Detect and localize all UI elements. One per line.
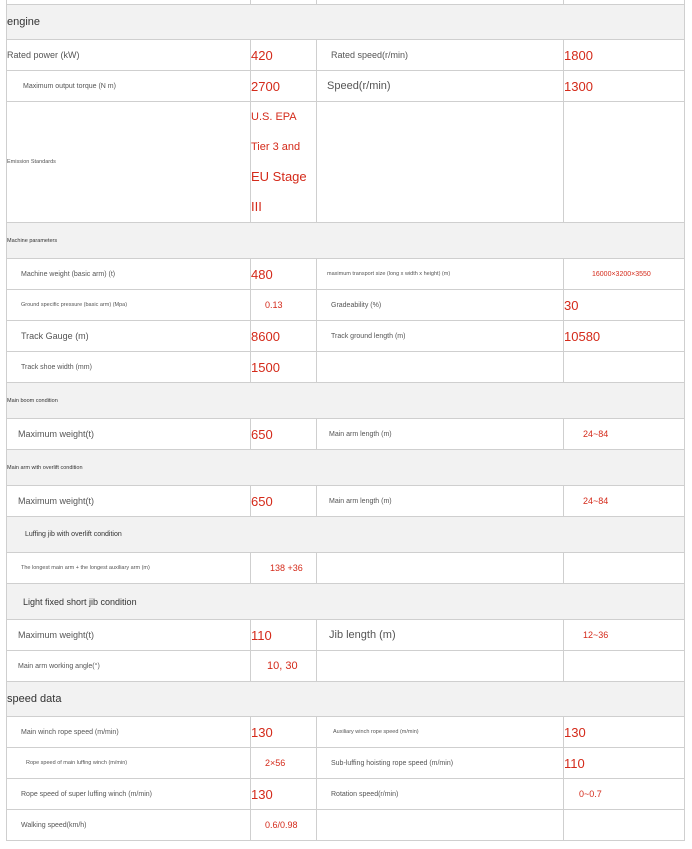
track-gauge-label: Track Gauge (m) (7, 321, 251, 352)
gradeability-label: Gradeability (%) (317, 290, 564, 321)
table-row (7, 486, 685, 517)
section-engine: engine (7, 5, 685, 40)
max-torque-label: Maximum output torque (N m) (7, 71, 251, 102)
emission-value (251, 102, 317, 223)
main-boom-arm-value: 24~84 (564, 419, 685, 450)
sub-luffing-value: 110 (564, 748, 685, 779)
table-row (7, 717, 685, 748)
table-row (7, 553, 685, 584)
emission-line: III (251, 199, 262, 214)
walking-value: 0.6/0.98 (251, 810, 317, 841)
emission-line: EU Stage (251, 169, 307, 184)
section-row (7, 5, 685, 40)
table-row (7, 779, 685, 810)
emission-line: U.S. EPA (251, 111, 297, 123)
table-row (7, 259, 685, 290)
super-luffing-label: Rope speed of super luffing winch (m/min) (7, 779, 251, 810)
longest-arm-label: The longest main arm + the longest auxiliary arm (m) (7, 553, 251, 584)
table-row (7, 102, 685, 223)
rated-speed-label: Rated speed(r/min) (317, 40, 564, 71)
table-row (7, 71, 685, 102)
rated-power-value: 420 (251, 40, 317, 71)
overlift-weight-value: 650 (251, 486, 317, 517)
emission-label: Emission Standards (7, 102, 251, 223)
table-row (7, 651, 685, 682)
section-main-boom: Main boom condition (7, 383, 685, 419)
overlift-weight-label: Maximum weight(t) (7, 486, 251, 517)
table-row (7, 620, 685, 651)
shoe-width-label: Track shoe width (mm) (7, 352, 251, 383)
machine-weight-label: Machine weight (basic arm) (t) (7, 259, 251, 290)
transport-size-value: 16000×3200×3550 (564, 259, 685, 290)
light-weight-label: Maximum weight(t) (7, 620, 251, 651)
overlift-arm-label: Main arm length (m) (317, 486, 564, 517)
table-row (7, 40, 685, 71)
aux-winch-value: 130 (564, 717, 685, 748)
rotation-label: Rotation speed(r/min) (317, 779, 564, 810)
ground-pressure-label: Ground specific pressure (basic arm) (Mpa) (7, 290, 251, 321)
main-boom-weight-label: Maximum weight(t) (7, 419, 251, 450)
section-row (7, 383, 685, 419)
section-row (7, 584, 685, 620)
gradeability-value: 30 (564, 290, 685, 321)
working-angle-label: Main arm working angle(°) (7, 651, 251, 682)
track-length-label: Track ground length (m) (317, 321, 564, 352)
table-row (7, 419, 685, 450)
track-gauge-value: 8600 (251, 321, 317, 352)
aux-winch-label: Auxiliary winch rope speed (m/min) (317, 717, 564, 748)
table-row (7, 352, 685, 383)
section-machine: Machine parameters (7, 223, 685, 259)
section-row (7, 517, 685, 553)
shoe-width-value: 1500 (251, 352, 317, 383)
light-weight-value: 110 (251, 620, 317, 651)
section-speed: speed data (7, 682, 685, 717)
main-boom-weight-value: 650 (251, 419, 317, 450)
transport-size-label: maximum transport size (long x width x height) (m) (317, 259, 564, 290)
table-row (7, 290, 685, 321)
main-luffing-label: Rope speed of main luffing winch (m/min) (7, 748, 251, 779)
ground-pressure-value: 0.13 (251, 290, 317, 321)
overlift-arm-value: 24~84 (564, 486, 685, 517)
section-row (7, 682, 685, 717)
rated-speed-value: 1800 (564, 40, 685, 71)
jib-length-label: Jib length (m) (317, 620, 564, 651)
spec-table (6, 0, 685, 841)
rated-power-label: Rated power (kW) (7, 40, 251, 71)
section-luffing: Luffing jib with overlift condition (7, 517, 685, 553)
main-luffing-value: 2×56 (251, 748, 317, 779)
table-row (7, 321, 685, 352)
working-angle-value: 10, 30 (251, 651, 317, 682)
main-winch-label: Main winch rope speed (m/min) (7, 717, 251, 748)
speed-label: Speed(r/min) (317, 71, 564, 102)
jib-length-value: 12~36 (564, 620, 685, 651)
table-row (7, 810, 685, 841)
main-winch-value: 130 (251, 717, 317, 748)
table-row (7, 748, 685, 779)
max-torque-value: 2700 (251, 71, 317, 102)
section-row (7, 450, 685, 486)
walking-label: Walking speed(km/h) (7, 810, 251, 841)
speed-value: 1300 (564, 71, 685, 102)
longest-arm-value: 138 +36 (251, 553, 317, 584)
rotation-value: 0~0.7 (564, 779, 685, 810)
section-row (7, 223, 685, 259)
track-length-value: 10580 (564, 321, 685, 352)
section-light-fixed: Light fixed short jib condition (7, 584, 685, 620)
sub-luffing-label: Sub-luffing hoisting rope speed (m/min) (317, 748, 564, 779)
main-boom-arm-label: Main arm length (m) (317, 419, 564, 450)
machine-weight-value: 480 (251, 259, 317, 290)
emission-line: Tier 3 and (251, 141, 301, 153)
super-luffing-value: 130 (251, 779, 317, 810)
section-overlift: Main arm with overlift condition (7, 450, 685, 486)
